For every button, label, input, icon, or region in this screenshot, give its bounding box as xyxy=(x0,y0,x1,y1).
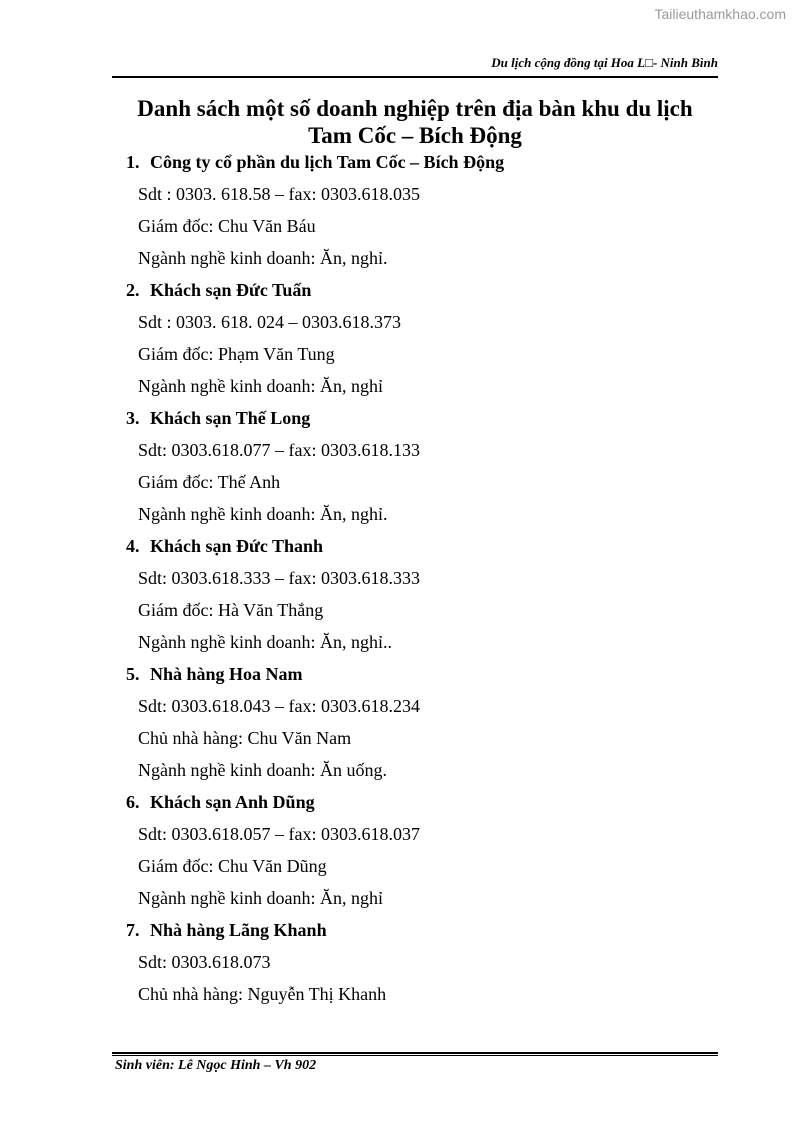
entry-business-type: Ngành nghề kinh doanh: Ăn, nghỉ.. xyxy=(138,632,392,652)
entry-number: 3. xyxy=(126,408,140,428)
entry-phone: Sdt: 0303.618.043 – fax: 0303.618.234 xyxy=(138,696,420,716)
entry-heading xyxy=(126,916,706,948)
list-item xyxy=(126,276,706,404)
entry-name: Khách sạn Thế Long xyxy=(150,408,311,428)
running-header: Du lịch cộng đồng tại Hoa L□- Ninh Bình xyxy=(491,55,718,70)
entry-manager: Giám đốc: Hà Văn Thắng xyxy=(138,600,324,620)
footer-rule xyxy=(112,1052,718,1054)
list-item xyxy=(126,660,706,788)
entry-number: 2. xyxy=(126,280,140,300)
entry-number: 5. xyxy=(126,664,140,684)
list-item xyxy=(126,404,706,532)
entry-business-type: Ngành nghề kinh doanh: Ăn uống. xyxy=(138,760,387,780)
entry-name: Khách sạn Anh Dũng xyxy=(150,792,315,812)
header-rule xyxy=(112,76,718,78)
watermark-text: Tailieuthamkhao.com xyxy=(654,6,786,22)
business-list xyxy=(126,148,706,1012)
entry-phone: Sdt: 0303.618.077 – fax: 0303.618.133 xyxy=(138,440,420,460)
list-item xyxy=(126,788,706,916)
entry-manager: Giám đốc: Phạm Văn Tung xyxy=(138,344,335,364)
page-title xyxy=(112,95,718,149)
entry-manager: Giám đốc: Chu Văn Dũng xyxy=(138,856,327,876)
entry-name: Khách sạn Đức Thanh xyxy=(150,536,324,556)
entry-phone: Sdt : 0303. 618. 024 – 0303.618.373 xyxy=(138,312,402,332)
entry-manager: Chủ nhà hàng: Chu Văn Nam xyxy=(138,728,352,748)
entry-number: 4. xyxy=(126,536,140,556)
footer-author: Sinh viên: Lê Ngọc Hinh – Vh 902 xyxy=(115,1058,317,1073)
entry-heading xyxy=(126,148,706,180)
entry-business-type: Ngành nghề kinh doanh: Ăn, nghỉ. xyxy=(138,504,388,524)
entry-business-type: Ngành nghề kinh doanh: Ăn, nghỉ xyxy=(138,888,383,908)
entry-name: Nhà hàng Hoa Nam xyxy=(150,664,303,684)
entry-name: Công ty cổ phần du lịch Tam Cốc – Bích Động xyxy=(150,152,505,172)
list-item xyxy=(126,148,706,276)
list-item xyxy=(126,532,706,660)
entry-name: Nhà hàng Lãng Khanh xyxy=(150,920,327,940)
entry-heading xyxy=(126,276,706,308)
entry-manager: Chủ nhà hàng: Nguyễn Thị Khanh xyxy=(138,984,387,1004)
list-item xyxy=(126,916,706,1012)
entry-business-type: Ngành nghề kinh doanh: Ăn, nghỉ xyxy=(138,376,383,396)
page-title-line-2: Tam Cốc – Bích Động xyxy=(308,123,522,148)
entry-manager: Giám đốc: Thế Anh xyxy=(138,472,281,492)
page-title-line-1: Danh sách một số doanh nghiệp trên địa bàn khu du lịch xyxy=(137,96,693,121)
entry-business-type: Ngành nghề kinh doanh: Ăn, nghỉ. xyxy=(138,248,388,268)
footer-rule-thin xyxy=(112,1055,718,1056)
entry-name: Khách sạn Đức Tuấn xyxy=(150,280,312,300)
entry-heading xyxy=(126,404,706,436)
entry-phone: Sdt: 0303.618.333 – fax: 0303.618.333 xyxy=(138,568,420,588)
entry-phone: Sdt : 0303. 618.58 – fax: 0303.618.035 xyxy=(138,184,420,204)
entry-manager: Giám đốc: Chu Văn Báu xyxy=(138,216,316,236)
entry-heading xyxy=(126,788,706,820)
entry-number: 7. xyxy=(126,920,140,940)
entry-heading xyxy=(126,660,706,692)
entry-phone: Sdt: 0303.618.057 – fax: 0303.618.037 xyxy=(138,824,420,844)
entry-number: 6. xyxy=(126,792,140,812)
entry-heading xyxy=(126,532,706,564)
entry-phone: Sdt: 0303.618.073 xyxy=(138,952,271,972)
entry-number: 1. xyxy=(126,152,140,172)
